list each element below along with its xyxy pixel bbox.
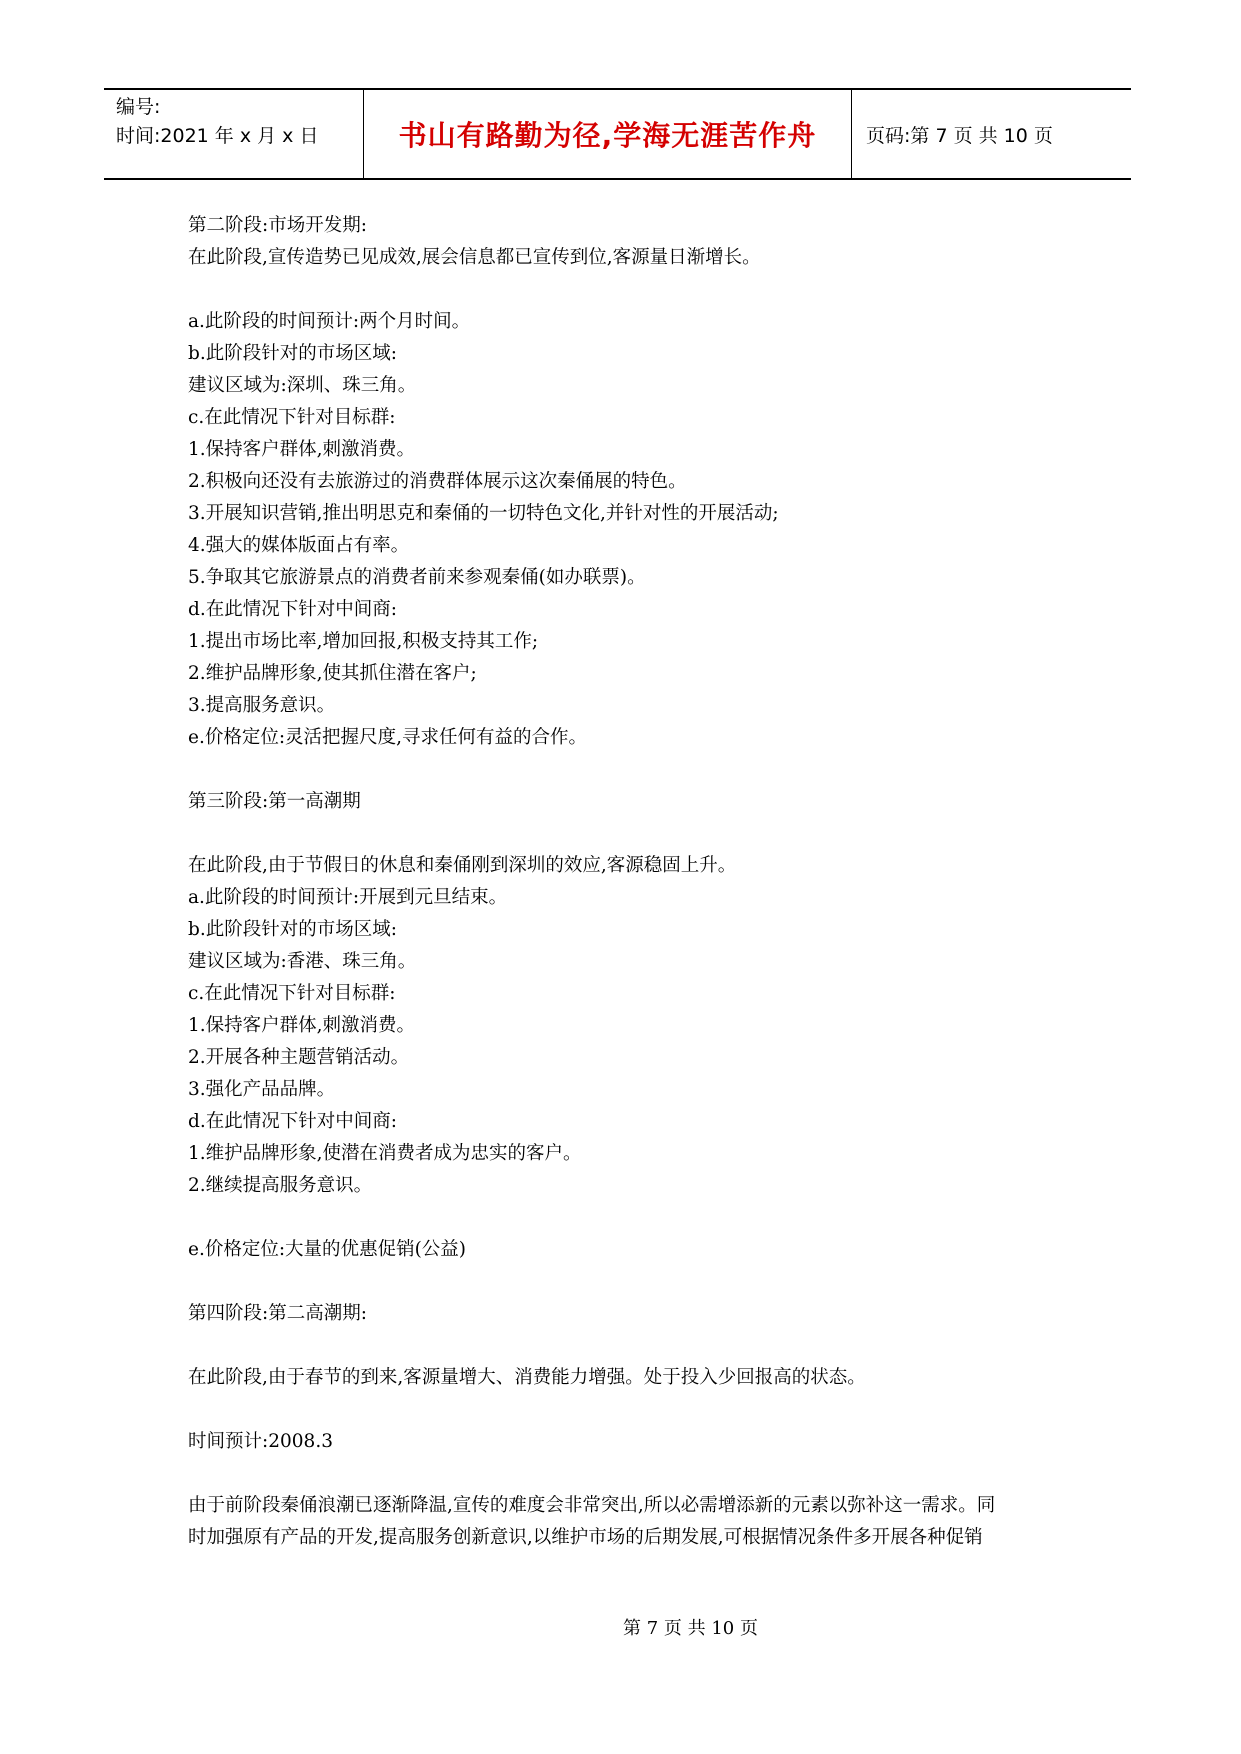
body-line: 2.维护品牌形象,使其抓住潜在客户; [188, 663, 477, 684]
body-line: 时间预计:2008.3 [188, 1431, 333, 1452]
blank-line [188, 1266, 1163, 1298]
body-line: d.在此情况下针对中间商: [188, 1111, 397, 1132]
body-line: 1.保持客户群体,刺激消费。 [188, 1015, 416, 1036]
body-line: b.此阶段针对的市场区域: [188, 343, 397, 364]
body-line: 时加强原有产品的开发,提高服务创新意识,以维护市场的后期发展,可根据情况条件多开展各种促销 [188, 1527, 983, 1548]
header-page-number: 页码:第 7 页 共 10 页 [866, 124, 1053, 147]
body-line: a.此阶段的时间预计:开展到元旦结束。 [188, 887, 508, 908]
body-line: 1.保持客户群体,刺激消费。 [188, 439, 416, 460]
document-body [188, 210, 1163, 1554]
blank-line [188, 1458, 1163, 1490]
header-motto: 书山有路勤为径,学海无涯苦作舟 [398, 119, 817, 152]
body-line: 2.继续提高服务意识。 [188, 1175, 373, 1196]
body-line: b.此阶段针对的市场区域: [188, 919, 397, 940]
header-page-cell [852, 90, 1131, 178]
body-line: d.在此情况下针对中间商: [188, 599, 397, 620]
blank-line [188, 1394, 1163, 1426]
blank-line [188, 818, 1163, 850]
body-line: 由于前阶段秦俑浪潮已逐渐降温,宣传的难度会非常突出,所以必需增添新的元素以弥补这一需求。同 [188, 1495, 996, 1516]
body-line: e.价格定位:大量的优惠促销(公益) [188, 1239, 466, 1260]
body-line: 2.积极向还没有去旅游过的消费群体展示这次秦俑展的特色。 [188, 471, 687, 492]
body-line: 1.维护品牌形象,使潜在消费者成为忠实的客户。 [188, 1143, 582, 1164]
page-footer: 第 7 页 共 10 页 [623, 1618, 758, 1639]
document-time-label: 时间:2021 年 x 月 x 日 [116, 125, 319, 147]
body-line: c.在此情况下针对目标群: [188, 983, 396, 1004]
body-line: 2.开展各种主题营销活动。 [188, 1047, 410, 1068]
header-meta [104, 90, 364, 178]
document-header [104, 88, 1131, 180]
body-line: 建议区域为:深圳、珠三角。 [188, 375, 417, 396]
body-line: 第三阶段:第一高潮期 [188, 791, 361, 812]
body-line: 4.强大的媒体版面占有率。 [188, 535, 410, 556]
body-line: 第二阶段:市场开发期: [188, 215, 367, 236]
body-line: 5.争取其它旅游景点的消费者前来参观秦俑(如办联票)。 [188, 567, 646, 588]
document-number-label: 编号: [116, 96, 161, 118]
body-line: 1.提出市场比率,增加回报,积极支持其工作; [188, 631, 539, 652]
body-line: c.在此情况下针对目标群: [188, 407, 396, 428]
body-line: 在此阶段,宣传造势已见成效,展会信息都已宣传到位,客源量日渐增长。 [188, 247, 761, 268]
body-line: 3.提高服务意识。 [188, 695, 336, 716]
body-line: 第四阶段:第二高潮期: [188, 1303, 367, 1324]
body-line: 在此阶段,由于春节的到来,客源量增大、消费能力增强。处于投入少回报高的状态。 [188, 1367, 866, 1388]
body-line: a.此阶段的时间预计:两个月时间。 [188, 311, 471, 332]
blank-line [188, 1202, 1163, 1234]
blank-line [188, 1330, 1163, 1362]
body-line: 建议区域为:香港、珠三角。 [188, 951, 417, 972]
body-line: e.价格定位:灵活把握尺度,寻求任何有益的合作。 [188, 727, 587, 748]
body-line: 3.开展知识营销,推出明思克和秦俑的一切特色文化,并针对性的开展活动; [188, 503, 779, 524]
header-motto-cell [364, 90, 852, 178]
body-line: 在此阶段,由于节假日的休息和秦俑刚到深圳的效应,客源稳固上升。 [188, 855, 737, 876]
body-line: 3.强化产品品牌。 [188, 1079, 336, 1100]
blank-line [188, 754, 1163, 786]
blank-line [188, 274, 1163, 306]
